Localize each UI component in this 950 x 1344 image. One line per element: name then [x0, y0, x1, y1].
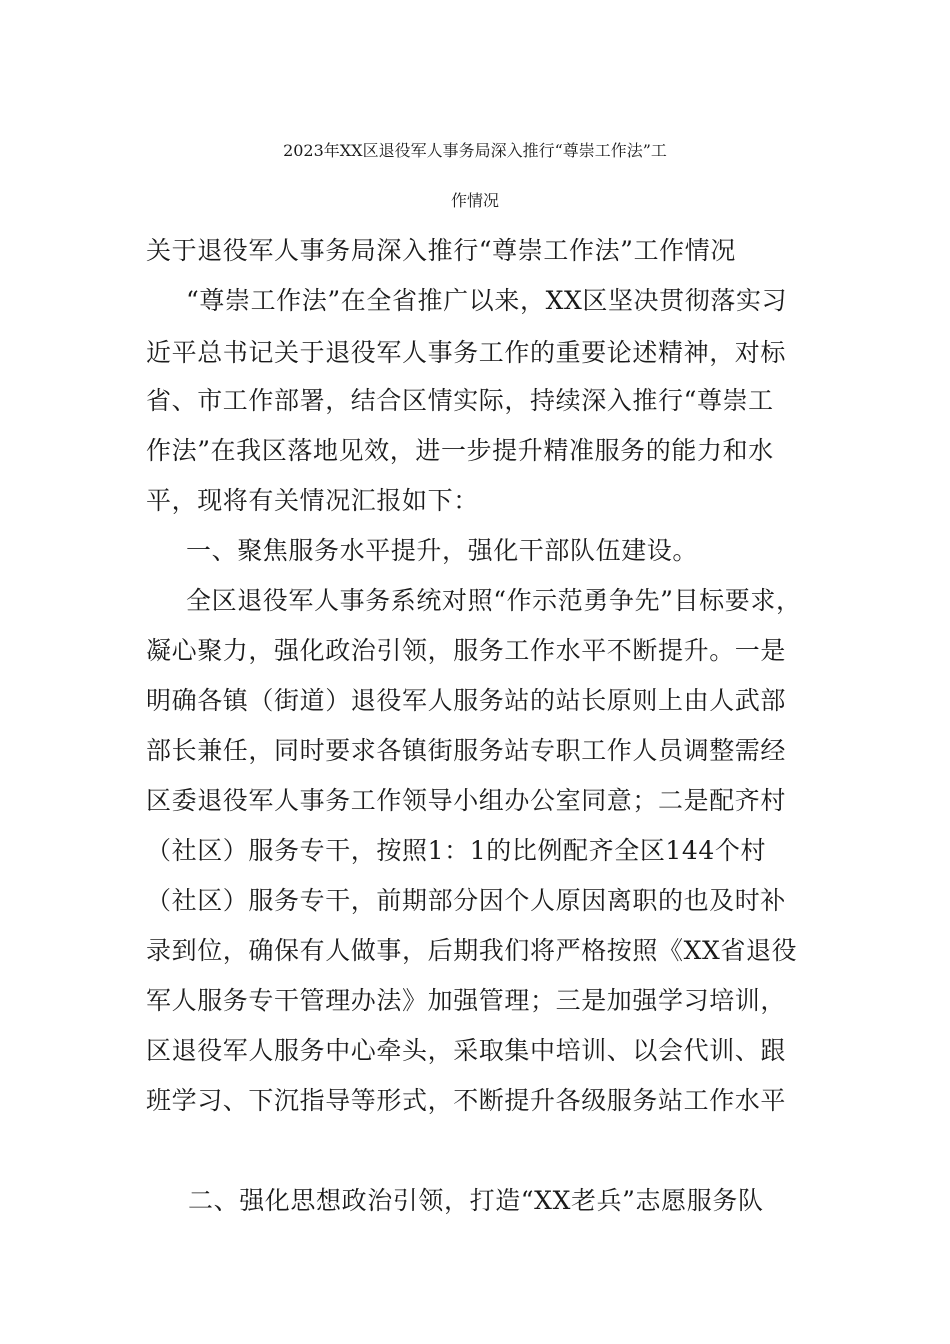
- intro-line-5: 平，现将有关情况汇报如下：: [146, 486, 479, 515]
- document-subtitle: 关于退役军人事务局深入推行“尊崇工作法”工作情况: [146, 236, 736, 265]
- section-1-line-11: 班学习、下沉指导等形式，不断提升各级服务站工作水平: [146, 1086, 787, 1115]
- section-1-line-4: 部长兼任，同时要求各镇街服务站专职工作人员调整需经: [146, 736, 787, 765]
- intro-line-2: 近平总书记关于退役军人事务工作的重要论述精神，对标: [146, 338, 787, 367]
- section-1-line-6: （社区）服务专干，按照1：1的比例配齐全区144个村: [146, 836, 767, 865]
- document-title-line-2: 作情况: [450, 191, 499, 210]
- section-1-line-5: 区委退役军人事务工作领导小组办公室同意；二是配齐村: [146, 786, 787, 815]
- section-2-heading: 二、强化思想政治引领，打造“XX老兵”志愿服务队: [188, 1186, 764, 1215]
- section-1-line-10: 区退役军人服务中心牵头，采取集中培训、以会代训、跟: [146, 1036, 787, 1065]
- section-1-line-8: 录到位，确保有人做事，后期我们将严格按照《XX省退役: [146, 936, 798, 965]
- section-1-line-7: （社区）服务专干，前期部分因个人原因离职的也及时补: [146, 886, 787, 915]
- section-1-line-9: 军人服务专干管理办法》加强管理；三是加强学习培训，: [146, 986, 787, 1015]
- section-1-heading: 一、聚焦服务水平提升，强化干部队伍建设。: [186, 536, 699, 565]
- intro-line-4: 作法”在我区落地见效，进一步提升精准服务的能力和水: [146, 436, 774, 465]
- intro-line-1: “尊崇工作法”在全省推广以来，XX区坚决贯彻落实习: [186, 286, 788, 315]
- intro-line-3: 省、市工作部署，结合区情实际，持续深入推行“尊崇工: [146, 386, 774, 415]
- section-1-line-2: 凝心聚力，强化政治引领，服务工作水平不断提升。一是: [146, 636, 787, 665]
- document-title-line-1: 2023年XX区退役军人事务局深入推行“尊崇工作法”工: [283, 141, 667, 160]
- section-1-line-3: 明确各镇（街道）退役军人服务站的站长原则上由人武部: [146, 686, 787, 715]
- section-1-line-1: 全区退役军人事务系统对照“作示范勇争先”目标要求，: [186, 586, 802, 615]
